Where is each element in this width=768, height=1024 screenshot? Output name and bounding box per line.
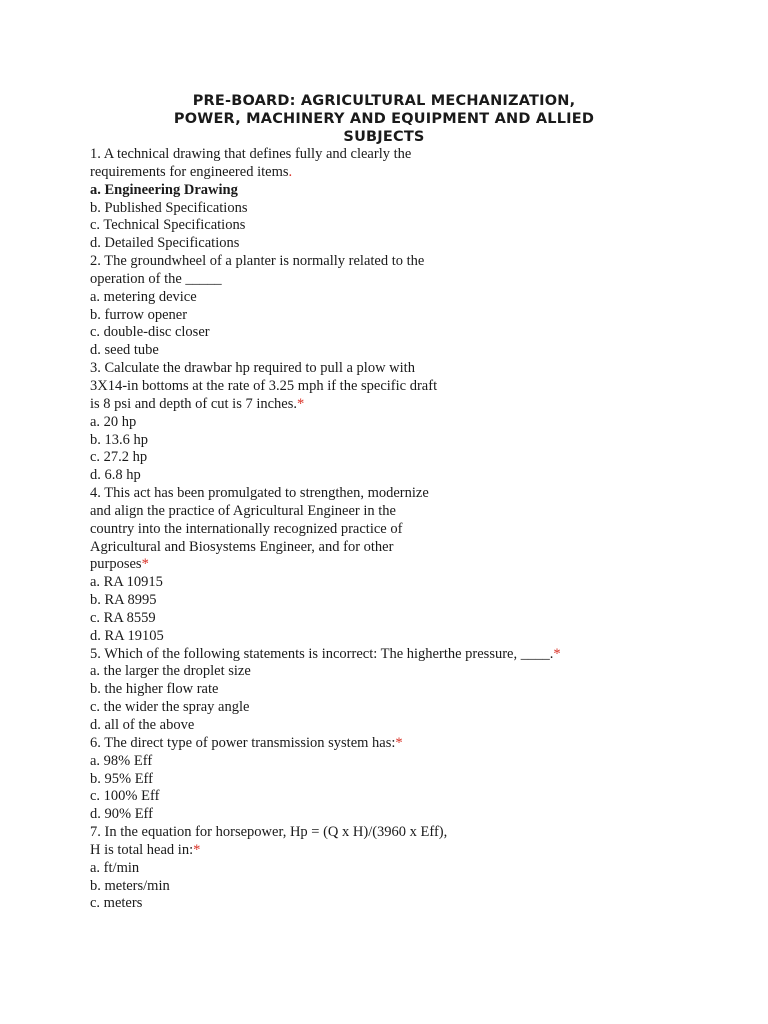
question-text: 3. Calculate the drawbar hp required to pull a plow with: [90, 360, 415, 377]
question-text: and align the practice of Agricultural Engineer in the: [90, 502, 396, 519]
question-7: [90, 824, 690, 913]
answer-choice: b. the higher flow rate: [90, 681, 219, 698]
answer-choice: a. the larger the droplet size: [90, 663, 251, 680]
question-text: 7. In the equation for horsepower, Hp = (Q x H)/(3960 x Eff),: [90, 824, 448, 841]
question-4: [90, 485, 690, 646]
title-line: SUBJECTS: [343, 129, 425, 145]
question-text: 2. The groundwheel of a planter is normally related to the: [90, 253, 425, 270]
question-text: 1. A technical drawing that defines fully and clearly the: [90, 146, 412, 162]
question-text: 4. This act has been promulgated to strengthen, modernize: [90, 485, 429, 502]
answer-choice: c. meters: [90, 895, 143, 912]
answer-choice: b. 95% Eff: [90, 770, 153, 787]
answer-choice: d. 6.8 hp: [90, 467, 141, 484]
question-text: is 8 psi and depth of cut is 7 inches.*: [90, 395, 305, 412]
answer-choice: a. 20 hp: [90, 413, 137, 430]
required-asterisk: *: [141, 556, 149, 573]
question-text: purposes*: [90, 556, 149, 573]
answer-choice: b. RA 8995: [90, 592, 157, 609]
question-text: country into the internationally recognized practice of: [90, 520, 403, 537]
answer-choice: a. 98% Eff: [90, 752, 153, 769]
question-1: [90, 146, 690, 253]
answer-choice: d. seed tube: [90, 342, 159, 359]
required-asterisk: *: [395, 734, 403, 751]
question-5: [90, 646, 690, 735]
answer-choice: a. RA 10915: [90, 574, 163, 591]
answer-choice: c. the wider the spray angle: [90, 699, 250, 716]
answer-choice: b. 13.6 hp: [90, 431, 148, 448]
answer-choice: b. meters/min: [90, 877, 170, 894]
title-line: PRE-BOARD: AGRICULTURAL MECHANIZATION,: [192, 93, 576, 109]
answer-choice: d. Detailed Specifications: [90, 235, 240, 252]
answer-choice: b. furrow opener: [90, 306, 188, 323]
answer-choice: c. RA 8559: [90, 609, 156, 626]
question-list: [90, 146, 690, 913]
required-asterisk: *: [193, 841, 201, 858]
answer-choice: c. Technical Specifications: [90, 217, 246, 234]
question-3: [90, 360, 690, 485]
document-page: [90, 92, 690, 913]
question-6: [90, 735, 690, 824]
answer-choice: a. ft/min: [90, 859, 140, 876]
period-mark: .: [288, 163, 293, 180]
answer-choice: c. 100% Eff: [90, 788, 160, 805]
question-2: [90, 253, 690, 360]
answer-choice: d. all of the above: [90, 717, 195, 733]
question-text: 5. Which of the following statements is incorrect: The higherthe pressure, ____.*: [90, 645, 561, 662]
required-asterisk: *: [553, 645, 561, 662]
answer-choice: a. metering device: [90, 288, 197, 305]
title-line: POWER, MACHINERY AND EQUIPMENT AND ALLIED: [173, 111, 595, 127]
answer-choice: c. double-disc closer: [90, 324, 210, 341]
answer-choice: b. Published Specifications: [90, 199, 248, 216]
question-text: requirements for engineered items.: [90, 163, 293, 180]
required-asterisk: *: [297, 395, 305, 412]
answer-choice: c. 27.2 hp: [90, 449, 148, 466]
answer-choice: d. 90% Eff: [90, 806, 153, 823]
document-title: [90, 92, 678, 146]
question-text: 6. The direct type of power transmission system has:*: [90, 734, 403, 751]
answer-choice: d. RA 19105: [90, 627, 164, 644]
question-text: H is total head in:*: [90, 841, 201, 858]
question-text: Agricultural and Biosystems Engineer, and for other: [90, 538, 394, 555]
answer-choice-selected: a. Engineering Drawing: [90, 181, 238, 198]
question-text: operation of the _____: [90, 270, 222, 287]
question-text: 3X14-in bottoms at the rate of 3.25 mph if the specific draft: [90, 377, 438, 394]
